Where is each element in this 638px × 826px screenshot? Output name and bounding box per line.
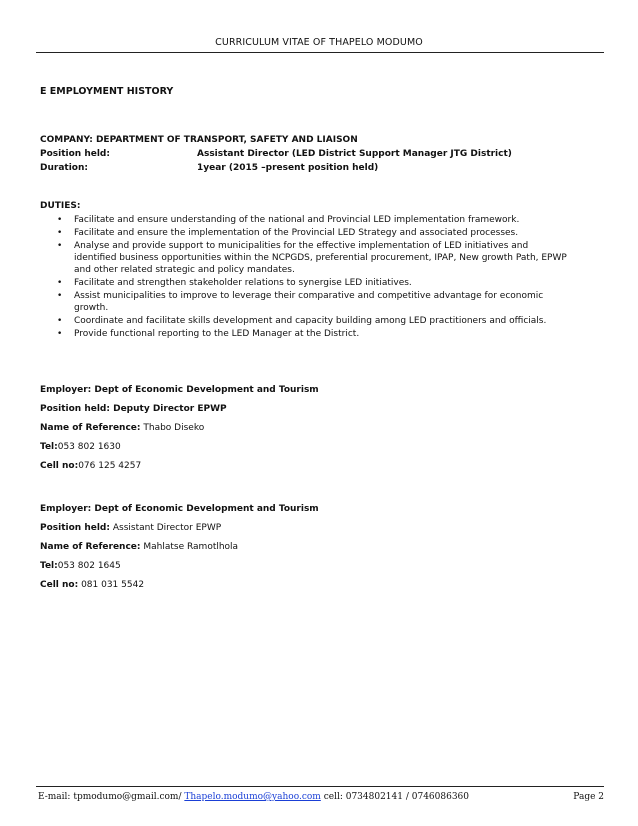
employer-tel xyxy=(40,557,319,576)
duties-section xyxy=(40,199,570,341)
duty-text: Analyse and provide support to municipalities for the effective implementation of LED initiatives and identified business opportunities within the NCPGDS, preferential procurement, IPAP, New growth Path, EPWP and other related strategic and policy mandates. xyxy=(74,241,567,275)
page-footer xyxy=(38,792,604,802)
email-link[interactable]: Thapelo.modumo@yahoo.com xyxy=(184,792,321,802)
duration-label: Duration: xyxy=(40,163,88,173)
list-item xyxy=(40,315,570,327)
bullet-icon: • xyxy=(57,329,63,339)
tel-value: 053 802 1630 xyxy=(57,442,121,452)
header-divider xyxy=(36,52,604,53)
reference-label: Name of Reference: xyxy=(40,423,141,433)
bullet-icon: • xyxy=(57,215,63,225)
footer-contact xyxy=(38,792,469,802)
cell-value: 081 031 5542 xyxy=(78,580,145,590)
list-item xyxy=(40,277,570,289)
position-label: Position held: xyxy=(40,523,110,533)
list-item xyxy=(40,328,570,340)
employer-position: Position held: Deputy Director EPWP xyxy=(40,404,227,414)
page-number: Page 2 xyxy=(573,792,604,802)
employer-reference xyxy=(40,538,319,557)
employer-name: Employer: Dept of Economic Development and Tourism xyxy=(40,504,319,514)
cell-value: 076 125 4257 xyxy=(78,461,142,471)
duty-text: Coordinate and facilitate skills development and capacity building among LED practitioners and officials. xyxy=(74,316,547,326)
bullet-icon: • xyxy=(57,291,63,301)
position-row xyxy=(40,147,512,161)
list-item xyxy=(40,240,570,276)
footer-email: E-mail: tpmodumo@gmail.com/ xyxy=(38,792,185,802)
duty-text: Facilitate and ensure the implementation of the Provincial LED Strategy and associated processes. xyxy=(74,228,519,238)
duty-text: Provide functional reporting to the LED Manager at the District. xyxy=(74,329,360,339)
employer-reference xyxy=(40,419,319,438)
cell-label: Cell no: xyxy=(40,580,79,590)
company-name: COMPANY: DEPARTMENT OF TRANSPORT, SAFETY AND LIAISON xyxy=(40,135,358,145)
position-label: Position held: xyxy=(40,149,110,159)
duration-value: 1year (2015 –present position held) xyxy=(197,163,379,173)
employer-name: Employer: Dept of Economic Development and Tourism xyxy=(40,385,319,395)
employer-entry-1 xyxy=(40,381,319,476)
bullet-icon: • xyxy=(57,316,63,326)
bullet-icon: • xyxy=(57,241,63,251)
footer-phones: cell: 0734802141 / 0746086360 xyxy=(320,792,469,802)
tel-label: Tel: xyxy=(40,442,58,452)
cell-label: Cell no: xyxy=(40,461,79,471)
employer-cell xyxy=(40,457,319,476)
section-heading: E EMPLOYMENT HISTORY xyxy=(40,86,174,97)
list-item xyxy=(40,290,570,314)
duration-row xyxy=(40,161,512,175)
list-item xyxy=(40,227,570,239)
employer-tel xyxy=(40,438,319,457)
reference-value: Mahlatse Ramotlhola xyxy=(140,542,239,552)
duties-list xyxy=(40,214,570,340)
employer-cell xyxy=(40,576,319,595)
bullet-icon: • xyxy=(57,228,63,238)
position-value: Assistant Director EPWP xyxy=(109,523,222,533)
duty-text: Assist municipalities to improve to leverage their comparative and competitive advantage for economic growth. xyxy=(74,291,544,313)
page-header-title: CURRICULUM VITAE OF THAPELO MODUMO xyxy=(215,37,423,48)
bullet-icon: • xyxy=(57,278,63,288)
duty-text: Facilitate and strengthen stakeholder relations to synergise LED initiatives. xyxy=(74,278,412,288)
reference-label: Name of Reference: xyxy=(40,542,141,552)
reference-value: Thabo Diseko xyxy=(140,423,205,433)
duty-text: Facilitate and ensure understanding of the national and Provincial LED implementation framework. xyxy=(74,215,520,225)
footer-divider xyxy=(36,786,604,787)
job-entry xyxy=(40,133,512,175)
duties-heading: DUTIES: xyxy=(40,201,81,211)
employer-position xyxy=(40,519,319,538)
list-item xyxy=(40,214,570,226)
tel-label: Tel: xyxy=(40,561,58,571)
employer-entry-2 xyxy=(40,500,319,595)
tel-value: 053 802 1645 xyxy=(57,561,121,571)
position-value: Assistant Director (LED District Support Manager JTG District) xyxy=(197,149,512,159)
